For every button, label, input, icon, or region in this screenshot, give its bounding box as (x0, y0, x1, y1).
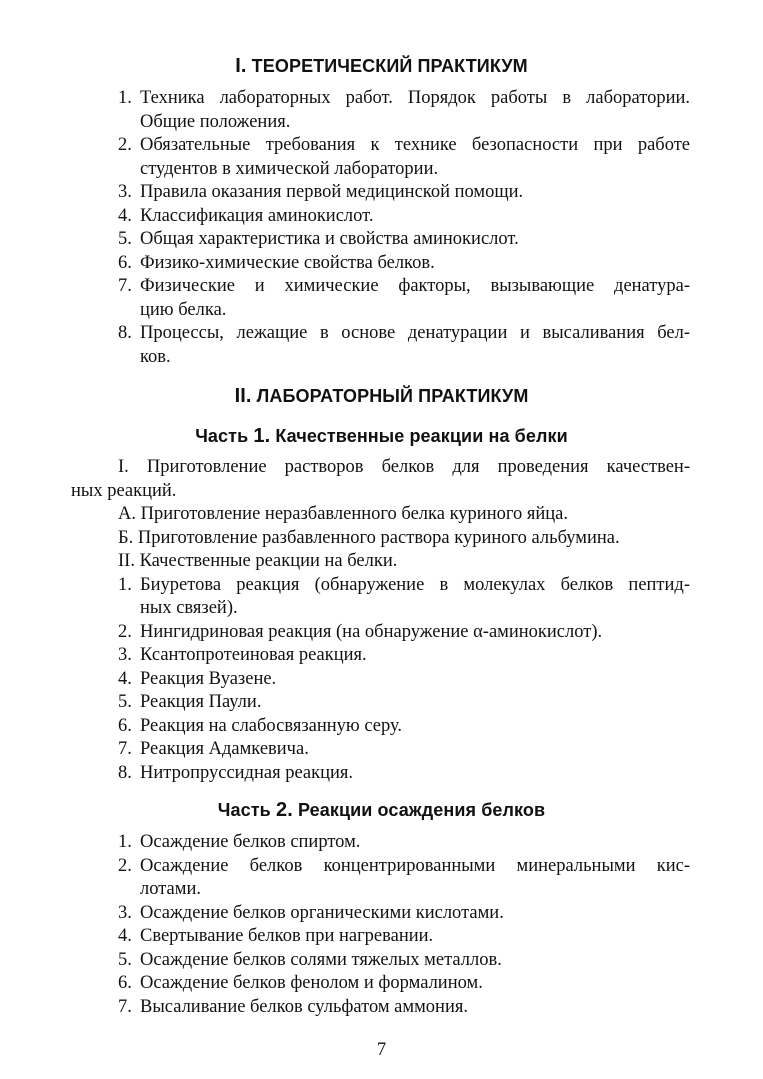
part2-label: Часть (217, 800, 271, 820)
list-item-text: Ксантопротеиновая реакция. (140, 645, 367, 665)
part1-list (0, 574, 763, 786)
list-item-number: 2. (118, 135, 132, 155)
list-item-number: 7. (118, 996, 132, 1017)
part1-intro-line2: ных реакций. (71, 480, 177, 501)
part1-label: Часть (195, 426, 249, 446)
list-item-number: 1. (118, 832, 132, 852)
part1-intro (0, 456, 763, 503)
list-item-text-continuation: цию белка. (140, 299, 227, 320)
list-item-number: 6. (118, 973, 132, 993)
list-item-text: Классификация аминокислот. (140, 205, 374, 226)
list-item (0, 87, 763, 134)
list-item (0, 574, 763, 621)
list-item-text: Правила оказания первой медицинской помощи. (140, 182, 524, 202)
list-item-number: 5. (118, 692, 132, 712)
part1-intro-line1: I. Приготовление растворов белков для проведения качествен- (118, 457, 690, 477)
list-item-text: Осаждение белков фенолом и формалином. (140, 973, 483, 993)
list-item-text-continuation: ных связей). (140, 598, 238, 618)
list-item (0, 621, 763, 645)
list-item-text: Осаждение белков органическими кислотами. (140, 902, 504, 923)
list-item-number: 2. (118, 621, 132, 642)
list-item-text: Свертывание белков при нагревании. (140, 926, 434, 946)
page-number: 7 (376, 1040, 387, 1060)
list-item-number: 3. (118, 182, 132, 202)
list-item-number: 3. (118, 645, 132, 665)
list-item-text: Осаждение белков концентрированными минеральными кис- (140, 855, 690, 876)
list-item-text: Осаждение белков спиртом. (140, 832, 361, 852)
list-item-text: Биуретова реакция (обнаружение в молекулах белков пептид- (140, 574, 690, 595)
list-item (0, 925, 763, 949)
section2-title: ЛАБОРАТОРНЫЙ ПРАКТИКУМ (256, 386, 529, 406)
part1-sub-b: Б. Приготовление разбавленного раствора куриного альбумина. (118, 527, 620, 548)
list-item-text-continuation: лотами. (140, 879, 201, 899)
list-item (0, 831, 763, 855)
list-item (0, 181, 763, 205)
list-item-number: 7. (118, 276, 132, 296)
part2-number: 2. (275, 799, 293, 821)
list-item-number: 4. (118, 668, 132, 689)
list-item-text: Процессы, лежащие в основе денатурации и высаливания бел- (140, 323, 690, 343)
list-item-text-continuation: ков. (140, 346, 171, 367)
section2-roman: II. (234, 385, 252, 407)
part2-list (0, 831, 763, 1019)
list-item-text: Реакция на слабосвязанную серу. (140, 715, 403, 736)
list-item (0, 228, 763, 252)
section2-heading (0, 385, 763, 407)
list-item (0, 762, 763, 786)
list-item (0, 668, 763, 692)
list-item-number: 6. (118, 715, 132, 736)
list-item-text: Обязательные требования к технике безопасности при работе (140, 135, 690, 155)
list-item (0, 275, 763, 322)
list-item-text-continuation: Общие положения. (140, 111, 291, 132)
list-item-text: Техника лабораторных работ. Порядок работы в лаборатории. (140, 88, 690, 108)
list-item-number: 3. (118, 902, 132, 923)
section1-list (0, 87, 763, 369)
list-item-text: Высаливание белков сульфатом аммония. (140, 996, 468, 1017)
part1-sub-a: А. Приготовление неразбавленного белка куриного яйца. (118, 504, 568, 524)
list-item-number: 4. (118, 205, 132, 226)
list-item (0, 252, 763, 276)
list-item (0, 972, 763, 996)
list-item-text: Нитропруссидная реакция. (140, 762, 354, 783)
list-item-number: 4. (118, 926, 132, 946)
list-item (0, 205, 763, 229)
section1-heading (0, 55, 763, 77)
list-item-text: Реакция Адамкевича. (140, 739, 309, 759)
list-item-text: Реакция Вуазене. (140, 668, 277, 689)
list-item-text: Общая характеристика и свойства аминокислот. (140, 229, 519, 249)
list-item-text: Физические и химические факторы, вызывающие денатура- (140, 276, 690, 296)
list-item-number: 6. (118, 252, 132, 273)
list-item (0, 644, 763, 668)
list-item (0, 691, 763, 715)
list-item (0, 322, 763, 369)
list-item-text: Реакция Паули. (140, 692, 262, 712)
part1-sub-ii: II. Качественные реакции на белки. (118, 551, 398, 571)
part1-number: 1. (253, 425, 271, 447)
section1-roman: I. (235, 55, 247, 77)
list-item-text: Нингидриновая реакция (на обнаружение α-аминокислот). (140, 621, 603, 642)
list-item (0, 996, 763, 1020)
list-item (0, 902, 763, 926)
list-item-number: 5. (118, 229, 132, 249)
list-item (0, 855, 763, 902)
list-item (0, 949, 763, 973)
part2-heading (0, 799, 763, 821)
part2-title: Реакции осаждения белков (297, 800, 546, 820)
list-item-number: 2. (118, 855, 132, 876)
list-item-text: Осаждение белков солями тяжелых металлов. (140, 949, 502, 970)
part1-heading (0, 425, 763, 447)
list-item-number: 1. (118, 574, 132, 595)
list-item (0, 738, 763, 762)
list-item-text-continuation: студентов в химической лаборатории. (140, 158, 439, 179)
list-item (0, 715, 763, 739)
list-item-number: 8. (118, 762, 132, 783)
part1-title: Качественные реакции на белки (275, 426, 568, 446)
list-item-number: 8. (118, 323, 132, 343)
list-item-number: 1. (118, 88, 132, 108)
list-item-number: 5. (118, 949, 132, 970)
list-item (0, 134, 763, 181)
section1-title: ТЕОРЕТИЧЕСКИЙ ПРАКТИКУМ (251, 56, 528, 76)
list-item-number: 7. (118, 739, 132, 759)
list-item-text: Физико-химические свойства белков. (140, 252, 435, 273)
